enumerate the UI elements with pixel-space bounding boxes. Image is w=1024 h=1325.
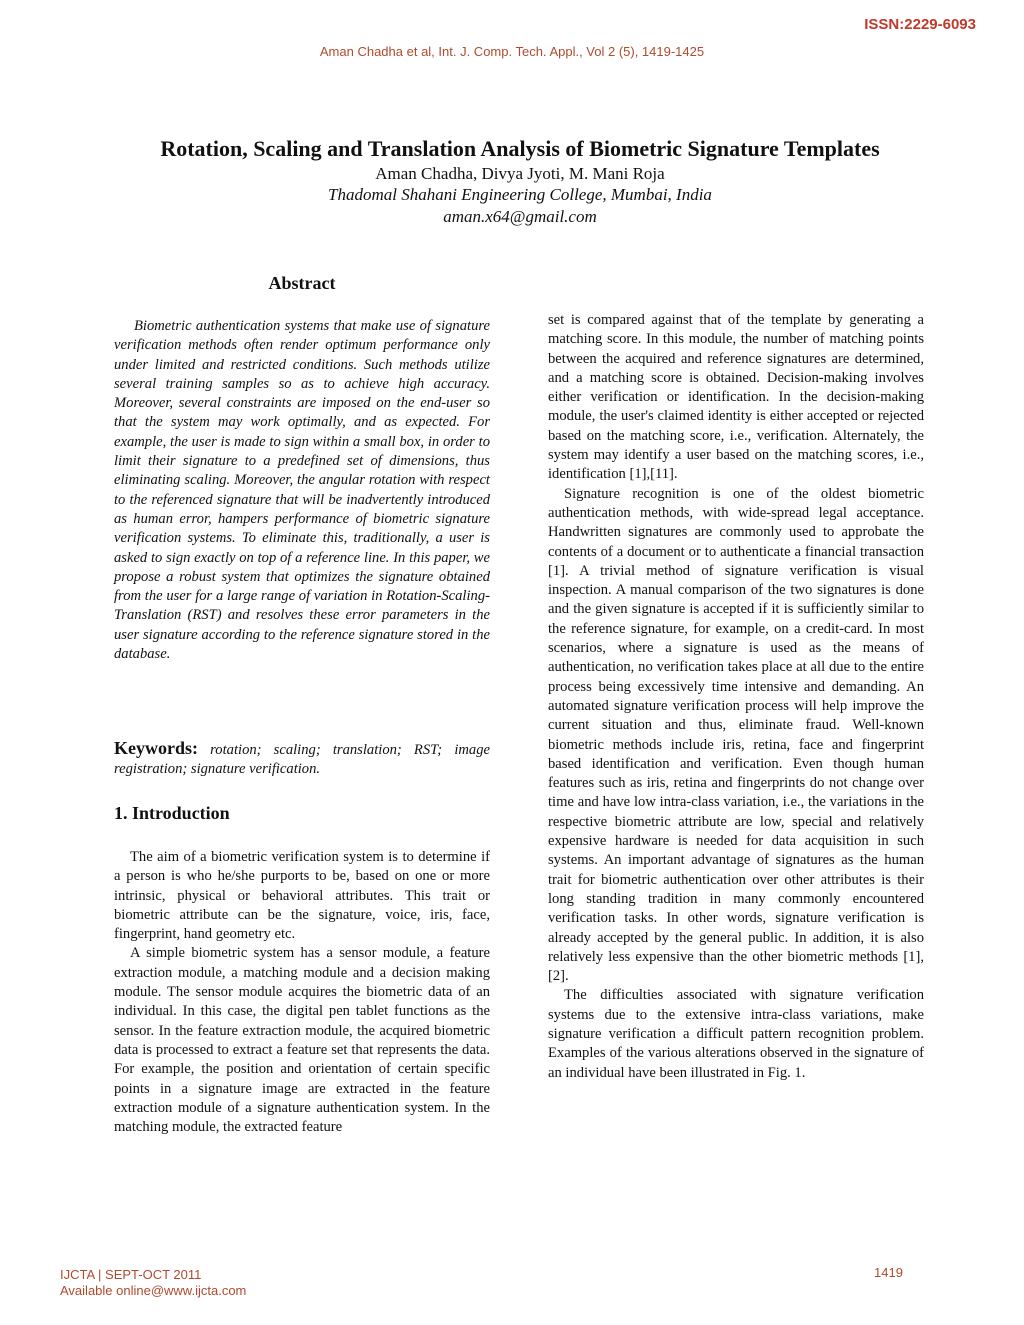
right-column <box>548 311 924 1083</box>
running-head: Aman Chadha et al, Int. J. Comp. Tech. Appl., Vol 2 (5), 1419-1425 <box>319 44 705 59</box>
body-paragraph: Signature recognition is one of the oldest biometric authentication methods, with wide-spread legal acceptance. Handwritten signatures are commonly used to approbate the contents of a document or to authenticate a financial transaction [1]. A trivial method of signature verification is visual inspection. A manual comparison of the two signatures is done and the given signature is accepted if it is sufficiently similar to the reference signature, for example, on a credit-card. In most scenarios, where a signature is used as the means of authentication, no verification takes place at all due to the entire process being excessively time intensive and demanding. An automated signature verification process will help improve the current situation and thus, eliminate fraud. Well-known biometric methods include iris, retina, face and fingerprint based identification and verification. Even though human features such as iris, retina and fingerprints do not change over time and have low intra-class variation, i.e., the variations in the respective biometric attribute are low, special and relatively expensive hardware is needed for data acquisition in such systems. An important advantage of signatures as the human trait for biometric authentication over other attributes is their long standing tradition in many commonly encountered verification tasks. In other words, signature verification is already accepted by the general public. In addition, it is also relatively less expensive than the other biometric methods [1],[2]. <box>548 485 924 985</box>
keywords-text: rotation; scaling; translation; RST; image registration; signature verification. <box>114 742 490 778</box>
footer-availability: Available online@www.ijcta.com <box>60 1283 247 1298</box>
body-paragraph: The difficulties associated with signature verification systems due to the extensive intra-class variations, make signature verification a difficult pattern recognition problem. Examples of the various alterations observed in the signature of an individual have been illustrated in Fig. 1. <box>548 987 924 1081</box>
abstract-body <box>114 317 490 664</box>
footer-journal-info <box>60 1267 246 1299</box>
abstract-text: Biometric authentication systems that make use of signature verification methods often render optimum performance only under limited and restricted conditions. Such methods utilize several training samples so as to achieve high accuracy. Moreover, several constraints are imposed on the end-user so that the system may work optimally, and as expected. For example, the user is made to sign within a small box, in order to limit their signature to a predefined set of dimensions, thus eliminating scaling. Moreover, the angular rotation with respect to the referenced signature that will be inadvertently introduced as human error, hampers performance of biometric signature verification systems. To eliminate this, traditionally, a user is asked to sign exactly on top of a reference line. In this paper, we propose a robust system that optimizes the signature obtained from the user for a large range of variation in Rotation-Scaling-Translation (RST) and resolves these error parameters in the user signature according to the reference signature stored in the database. <box>114 318 490 663</box>
intro-paragraph: A simple biometric system has a sensor module, a feature extraction module, a matching module and a decision making module. The sensor module acquires the biometric data of an individual. In this case, the digital pen tablet functions as the sensor. In the feature extraction module, the acquired biometric data is processed to extract a feature set that represents the data. For example, the position and orientation of certain specific points in a signature image are extracted in the feature extraction module of a signature authentication system. In the matching module, the extracted feature <box>114 945 490 1136</box>
introduction-body <box>114 848 490 1137</box>
page-number: 1419 <box>874 1265 903 1280</box>
continuation-paragraph: set is compared against that of the template by generating a matching score. In this module, the number of matching points between the acquired and reference signatures are determined, and a matching score is obtained. Decision-making involves either verification or identification. In the decision-making module, the user's claimed identity is either accepted or rejected based on the matching score, i.e., verification. Alternately, the system may identify a user based on the matching scores, i.e., identification [1],[11]. <box>548 312 924 483</box>
keywords-label: Keywords: <box>114 738 198 758</box>
paper-email: aman.x64@gmail.com <box>443 207 597 226</box>
intro-paragraph: The aim of a biometric verification system is to determine if a person is who he/she purports to be, based on one or more intrinsic, physical or behavioral attributes. This trait or biometric attribute can be the signature, voice, iris, face, fingerprint, hand geometry etc. <box>114 849 490 943</box>
paper-affiliation: Thadomal Shahani Engineering College, Mumbai, India <box>328 185 712 204</box>
paper-authors: Aman Chadha, Divya Jyoti, M. Mani Roja <box>375 164 665 183</box>
footer-journal: IJCTA | SEPT-OCT 2011 <box>60 1267 202 1282</box>
issn-label: ISSN:2229-6093 <box>864 16 976 33</box>
section-heading-introduction: 1. Introduction <box>114 803 230 823</box>
paper-title: Rotation, Scaling and Translation Analysis of Biometric Signature Templates <box>160 136 880 161</box>
abstract-heading: Abstract <box>268 273 336 293</box>
keywords <box>114 739 490 780</box>
